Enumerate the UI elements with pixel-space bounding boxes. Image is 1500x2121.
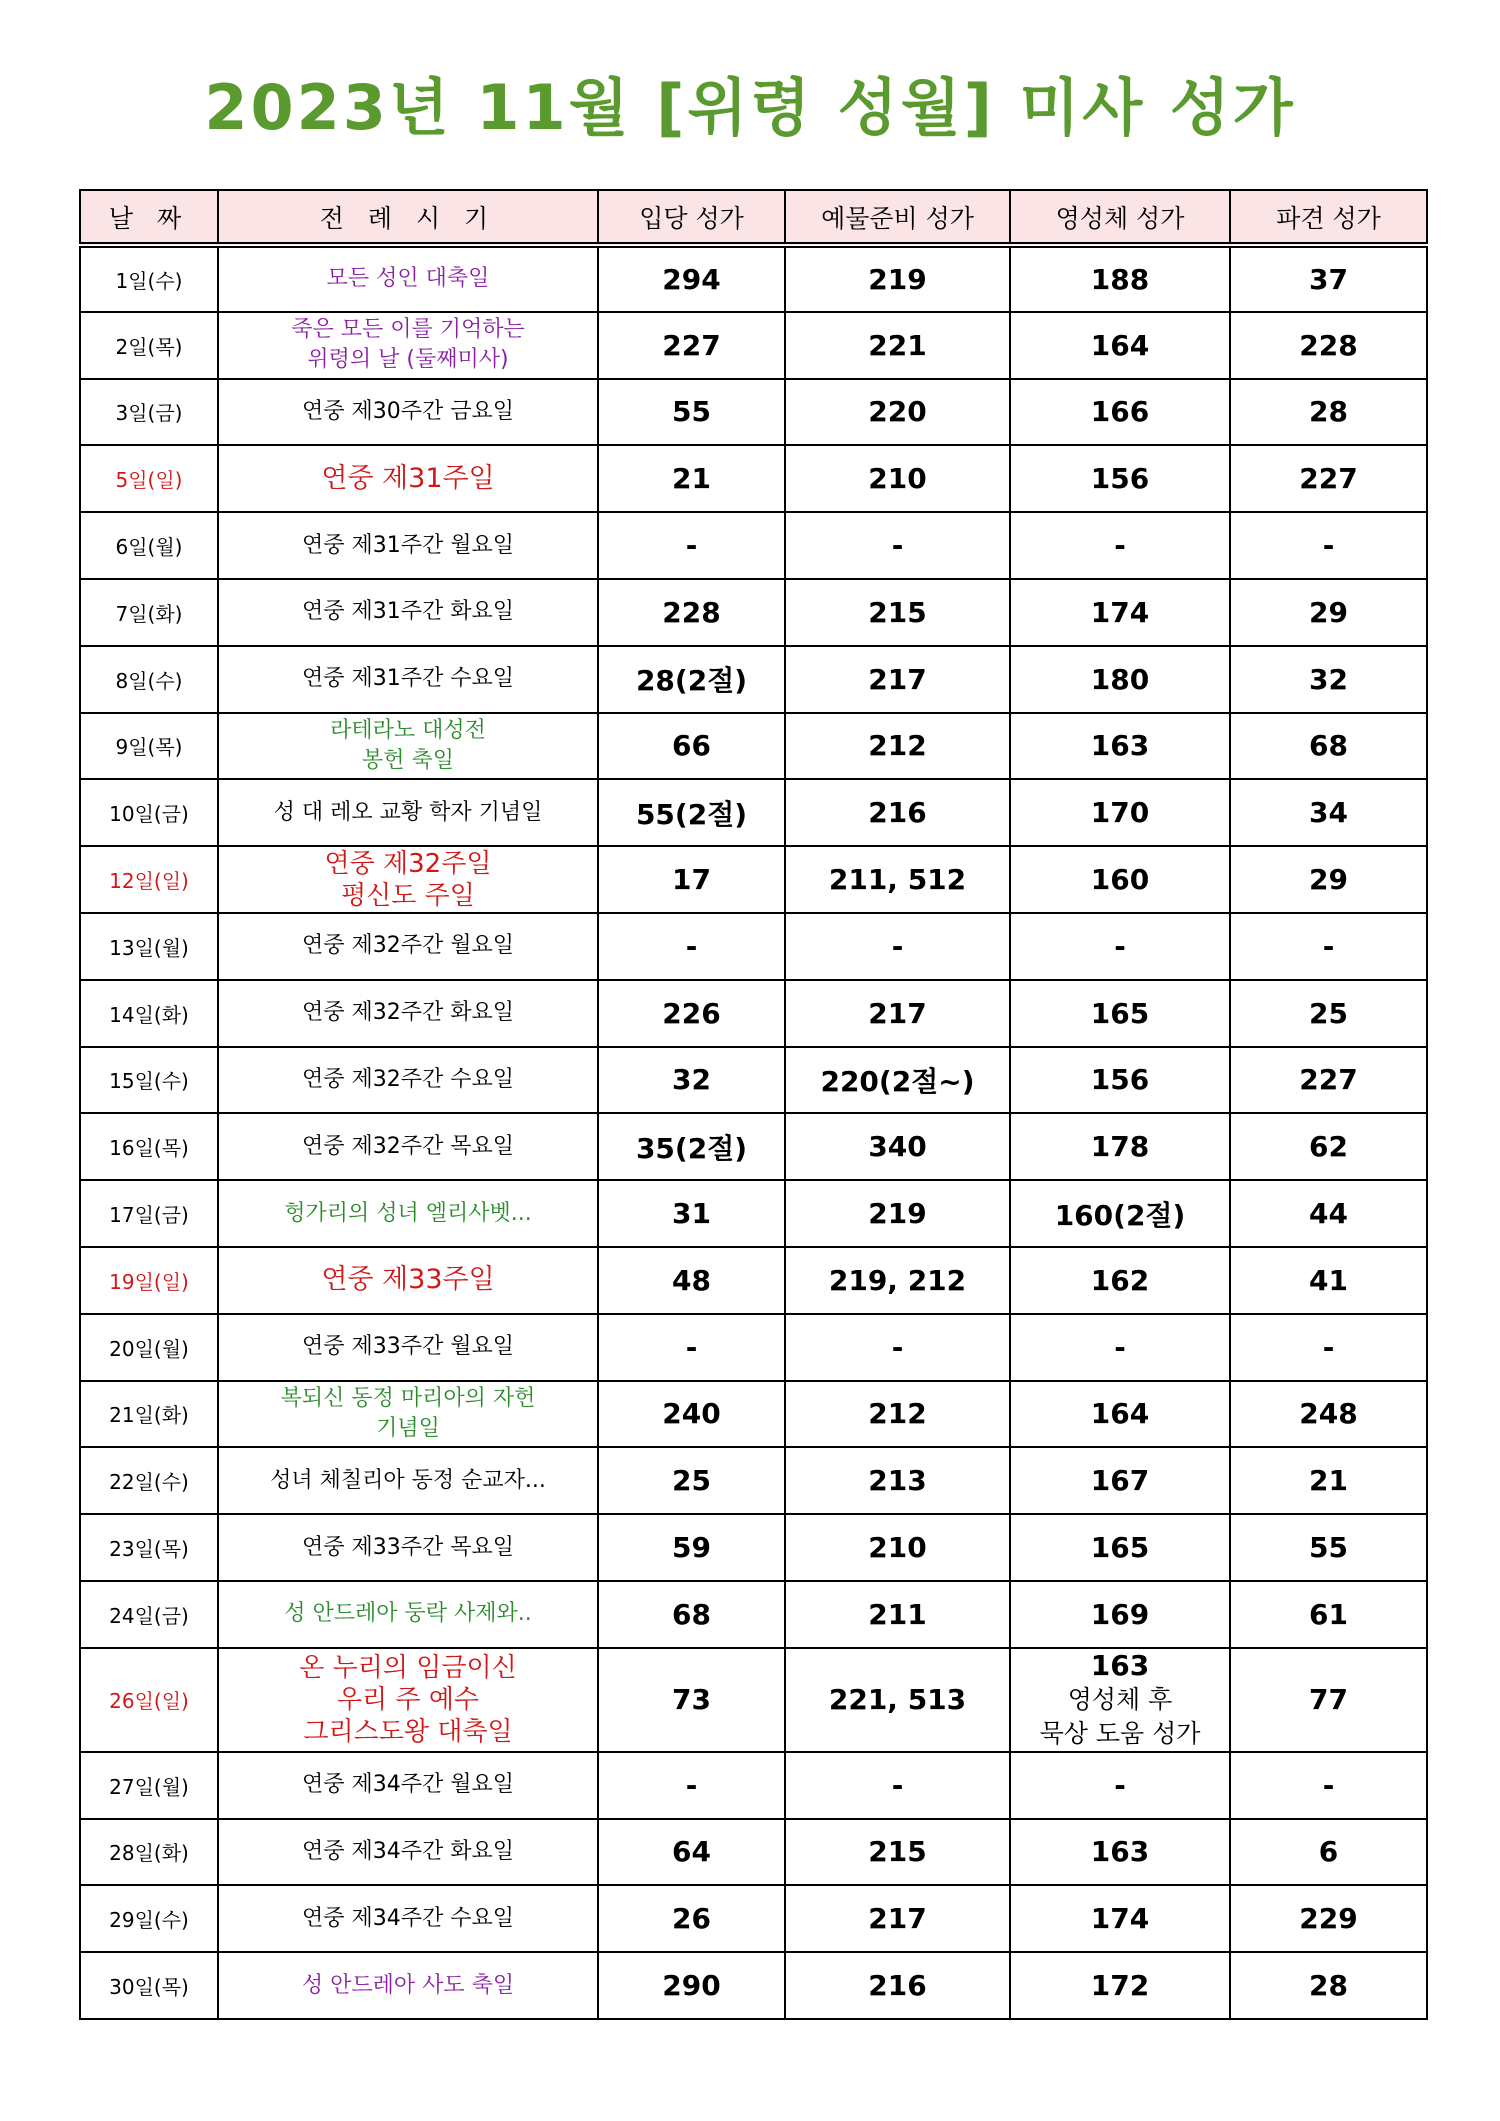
date-cell: 30일(목) [80, 1952, 218, 2019]
offertory-cell: 212 [785, 713, 1010, 780]
table-row [80, 646, 1427, 713]
occasion-cell [218, 1648, 598, 1752]
table-row [80, 913, 1427, 980]
communion-cell: 156 [1010, 445, 1230, 512]
occasion-cell [218, 980, 598, 1047]
communion-cell: 165 [1010, 1514, 1230, 1581]
offertory-cell: 221, 513 [785, 1648, 1010, 1752]
date-cell: 8일(수) [80, 646, 218, 713]
communion-number: 163 [1090, 1648, 1150, 1682]
entrance-cell: 48 [598, 1247, 785, 1314]
offertory-cell: 217 [785, 980, 1010, 1047]
occasion-cell [218, 779, 598, 846]
communion-cell [1010, 1648, 1230, 1752]
entrance-cell: 66 [598, 713, 785, 780]
occasion-cell [218, 1885, 598, 1952]
offertory-cell: 215 [785, 579, 1010, 646]
date-cell: 26일(일) [80, 1648, 218, 1752]
date-cell: 29일(수) [80, 1885, 218, 1952]
dismissal-cell: 37 [1230, 245, 1427, 312]
communion-cell: 166 [1010, 379, 1230, 446]
offertory-cell: 220 [785, 379, 1010, 446]
occasion-line: 헝가리의 성녀 엘리사벳... [284, 1200, 532, 1226]
occasion-line: 연중 제32주간 월요일 [302, 933, 514, 959]
offertory-cell: 216 [785, 779, 1010, 846]
communion-cell: 167 [1010, 1447, 1230, 1514]
occasion-cell [218, 1752, 598, 1819]
page-title: 2023년 11월 [위령 성월] 미사 성가 [204, 71, 1296, 144]
occasion-line: 연중 제30주간 금요일 [302, 398, 514, 424]
entrance-cell: 31 [598, 1180, 785, 1247]
header-communion: 영성체 성가 [1010, 190, 1230, 245]
date-cell: 16일(목) [80, 1113, 218, 1180]
occasion-line: 연중 제32주일 [324, 848, 492, 879]
entrance-cell: 227 [598, 312, 785, 379]
offertory-cell: 219 [785, 245, 1010, 312]
table-row [80, 1952, 1427, 2019]
dismissal-cell: 227 [1230, 445, 1427, 512]
entrance-cell: 28(2절) [598, 646, 785, 713]
header-row [80, 190, 1427, 245]
entrance-cell: 294 [598, 245, 785, 312]
occasion-line: 연중 제32주간 목요일 [302, 1133, 514, 1159]
entrance-cell: 26 [598, 1885, 785, 1952]
communion-cell: 163 [1010, 713, 1230, 780]
table-row [80, 245, 1427, 312]
dismissal-cell: 227 [1230, 1047, 1427, 1114]
occasion-cell [218, 245, 598, 312]
entrance-cell: 228 [598, 579, 785, 646]
table-row [80, 579, 1427, 646]
occasion-cell [218, 1314, 598, 1381]
occasion-line: 연중 제34주간 화요일 [302, 1838, 514, 1864]
date-cell: 20일(월) [80, 1314, 218, 1381]
entrance-cell: 55(2절) [598, 779, 785, 846]
header-entrance: 입당 성가 [598, 190, 785, 245]
occasion-cell [218, 512, 598, 579]
occasion-cell [218, 1514, 598, 1581]
dismissal-cell: - [1230, 913, 1427, 980]
occasion-line: 복되신 동정 마리아의 자헌 [280, 1385, 536, 1411]
entrance-cell: - [598, 913, 785, 980]
occasion-line: 연중 제33주간 목요일 [302, 1534, 514, 1560]
communion-cell: 169 [1010, 1581, 1230, 1648]
occasion-line: 연중 제31주일 [321, 462, 495, 494]
communion-cell: 156 [1010, 1047, 1230, 1114]
dismissal-cell: 61 [1230, 1581, 1427, 1648]
table-row [80, 1113, 1427, 1180]
offertory-cell: 220(2절~) [785, 1047, 1010, 1114]
table-row [80, 1314, 1427, 1381]
occasion-line: 연중 제34주간 월요일 [302, 1772, 514, 1798]
table-row [80, 980, 1427, 1047]
occasion-cell [218, 1381, 598, 1448]
table-row [80, 1381, 1427, 1448]
occasion-cell [218, 1247, 598, 1314]
date-cell: 1일(수) [80, 245, 218, 312]
occasion-line: 온 누리의 임금이신 [299, 1652, 517, 1683]
date-cell: 9일(목) [80, 713, 218, 780]
date-cell: 6일(월) [80, 512, 218, 579]
date-cell: 19일(일) [80, 1247, 218, 1314]
entrance-cell: 35(2절) [598, 1113, 785, 1180]
entrance-cell: 21 [598, 445, 785, 512]
dismissal-cell: 228 [1230, 312, 1427, 379]
date-cell: 5일(일) [80, 445, 218, 512]
table-row [80, 1247, 1427, 1314]
communion-cell: 160(2절) [1010, 1180, 1230, 1247]
table-row [80, 1514, 1427, 1581]
offertory-cell: - [785, 1314, 1010, 1381]
communion-cell: - [1010, 913, 1230, 980]
dismissal-cell: 68 [1230, 713, 1427, 780]
dismissal-cell: - [1230, 1314, 1427, 1381]
date-cell: 27일(월) [80, 1752, 218, 1819]
offertory-cell: 219 [785, 1180, 1010, 1247]
occasion-line: 라테라노 대성전 [330, 717, 486, 743]
table-row [80, 512, 1427, 579]
header-dismissal: 파견 성가 [1230, 190, 1427, 245]
occasion-line: 연중 제33주간 월요일 [302, 1334, 514, 1360]
communion-cell: 178 [1010, 1113, 1230, 1180]
occasion-cell [218, 713, 598, 780]
offertory-cell: 221 [785, 312, 1010, 379]
dismissal-cell: 25 [1230, 980, 1427, 1047]
occasion-line: 성 안드레아 둥락 사제와.. [284, 1601, 532, 1627]
table-row [80, 1819, 1427, 1886]
entrance-cell: 290 [598, 1952, 785, 2019]
occasion-line: 연중 제33주일 [321, 1264, 495, 1296]
date-cell: 15일(수) [80, 1047, 218, 1114]
occasion-line: 기념일 [376, 1415, 440, 1441]
offertory-cell: - [785, 512, 1010, 579]
occasion-line: 연중 제34주간 수요일 [302, 1905, 514, 1931]
dismissal-cell: 28 [1230, 1952, 1427, 2019]
date-cell: 3일(금) [80, 379, 218, 446]
occasion-cell [218, 579, 598, 646]
offertory-cell: 210 [785, 445, 1010, 512]
dismissal-cell: 55 [1230, 1514, 1427, 1581]
occasion-cell [218, 1581, 598, 1648]
offertory-cell: 340 [785, 1113, 1010, 1180]
dismissal-cell: 28 [1230, 379, 1427, 446]
occasion-line: 성 대 레오 교황 학자 기념일 [273, 799, 543, 825]
entrance-cell: 240 [598, 1381, 785, 1448]
occasion-line: 죽은 모든 이를 기억하는 [291, 317, 525, 343]
date-cell: 23일(목) [80, 1514, 218, 1581]
entrance-cell: - [598, 1314, 785, 1381]
offertory-cell: - [785, 913, 1010, 980]
dismissal-cell: 44 [1230, 1180, 1427, 1247]
table-row [80, 312, 1427, 379]
entrance-cell: 25 [598, 1447, 785, 1514]
offertory-cell: 216 [785, 1952, 1010, 2019]
entrance-cell: 73 [598, 1648, 785, 1752]
dismissal-cell: 34 [1230, 779, 1427, 846]
communion-cell: 165 [1010, 980, 1230, 1047]
date-cell: 21일(화) [80, 1381, 218, 1448]
entrance-cell: 68 [598, 1581, 785, 1648]
hymn-schedule-table [79, 189, 1428, 2020]
entrance-cell: 226 [598, 980, 785, 1047]
communion-cell: - [1010, 512, 1230, 579]
occasion-line: 봉헌 축일 [361, 747, 454, 773]
table-row [80, 713, 1427, 780]
date-cell: 24일(금) [80, 1581, 218, 1648]
dismissal-cell: - [1230, 512, 1427, 579]
table-body [80, 245, 1427, 2019]
communion-cell: 174 [1010, 1885, 1230, 1952]
dismissal-cell: 21 [1230, 1447, 1427, 1514]
occasion-line: 모든 성인 대축일 [326, 266, 490, 292]
table-row [80, 1885, 1427, 1952]
offertory-cell: 213 [785, 1447, 1010, 1514]
table-row [80, 379, 1427, 446]
date-cell: 10일(금) [80, 779, 218, 846]
occasion-cell [218, 1819, 598, 1886]
communion-cell: 164 [1010, 1381, 1230, 1448]
dismissal-cell: 62 [1230, 1113, 1427, 1180]
offertory-cell: 217 [785, 646, 1010, 713]
table-row [80, 1047, 1427, 1114]
occasion-cell [218, 1047, 598, 1114]
date-cell: 7일(화) [80, 579, 218, 646]
table-row [80, 1581, 1427, 1648]
date-cell: 12일(일) [80, 846, 218, 913]
occasion-line: 우리 주 예수 [336, 1684, 480, 1715]
occasion-cell [218, 1113, 598, 1180]
occasion-line: 연중 제31주간 수요일 [302, 666, 514, 692]
table-row [80, 779, 1427, 846]
communion-cell: 162 [1010, 1247, 1230, 1314]
table-row [80, 846, 1427, 913]
occasion-line: 성녀 체칠리아 동정 순교자... [270, 1467, 546, 1493]
dismissal-cell: 248 [1230, 1381, 1427, 1448]
occasion-line: 위령의 날 (둘째미사) [307, 347, 509, 373]
communion-cell: 160 [1010, 846, 1230, 913]
communion-cell: 163 [1010, 1819, 1230, 1886]
dismissal-cell: 6 [1230, 1819, 1427, 1886]
table-row [80, 445, 1427, 512]
offertory-cell: 217 [785, 1885, 1010, 1952]
occasion-line: 그리스도왕 대축일 [303, 1716, 513, 1747]
date-cell: 13일(월) [80, 913, 218, 980]
table-row [80, 1447, 1427, 1514]
dismissal-cell: - [1230, 1752, 1427, 1819]
date-cell: 28일(화) [80, 1819, 218, 1886]
offertory-cell: 219, 212 [785, 1247, 1010, 1314]
occasion-line: 연중 제31주간 화요일 [302, 599, 514, 625]
communion-cell: 188 [1010, 245, 1230, 312]
header-offertory: 예물준비 성가 [785, 190, 1010, 245]
offertory-cell: 215 [785, 1819, 1010, 1886]
communion-cell: 170 [1010, 779, 1230, 846]
header-date: 날 짜 [80, 190, 218, 245]
offertory-cell: 210 [785, 1514, 1010, 1581]
dismissal-cell: 32 [1230, 646, 1427, 713]
occasion-line: 연중 제32주간 수요일 [302, 1066, 514, 1092]
occasion-cell [218, 846, 598, 913]
dismissal-cell: 29 [1230, 846, 1427, 913]
date-cell: 2일(목) [80, 312, 218, 379]
communion-cell: - [1010, 1314, 1230, 1381]
occasion-cell [218, 1180, 598, 1247]
entrance-cell: 32 [598, 1047, 785, 1114]
occasion-cell [218, 445, 598, 512]
date-cell: 14일(화) [80, 980, 218, 1047]
date-cell: 17일(금) [80, 1180, 218, 1247]
occasion-cell [218, 379, 598, 446]
occasion-line: 성 안드레아 사도 축일 [301, 1972, 515, 1998]
entrance-cell: 64 [598, 1819, 785, 1886]
communion-cell: - [1010, 1752, 1230, 1819]
occasion-cell [218, 312, 598, 379]
table-row [80, 1752, 1427, 1819]
table-row [80, 1648, 1427, 1752]
dismissal-cell: 77 [1230, 1648, 1427, 1752]
offertory-cell: 211 [785, 1581, 1010, 1648]
occasion-cell [218, 913, 598, 980]
occasion-cell [218, 646, 598, 713]
dismissal-cell: 229 [1230, 1885, 1427, 1952]
dismissal-cell: 41 [1230, 1247, 1427, 1314]
dismissal-cell: 29 [1230, 579, 1427, 646]
communion-cell: 172 [1010, 1952, 1230, 2019]
communion-cell: 180 [1010, 646, 1230, 713]
occasion-cell [218, 1447, 598, 1514]
occasion-line: 연중 제32주간 화요일 [302, 1000, 514, 1026]
entrance-cell: 17 [598, 846, 785, 913]
offertory-cell: 212 [785, 1381, 1010, 1448]
occasion-line: 평신도 주일 [341, 880, 475, 911]
offertory-cell: 211, 512 [785, 846, 1010, 913]
occasion-cell [218, 1952, 598, 2019]
entrance-cell: 59 [598, 1514, 785, 1581]
offertory-cell: - [785, 1752, 1010, 1819]
entrance-cell: 55 [598, 379, 785, 446]
communion-cell: 174 [1010, 579, 1230, 646]
table-row [80, 1180, 1427, 1247]
entrance-cell: - [598, 512, 785, 579]
occasion-line: 연중 제31주간 월요일 [302, 532, 514, 558]
communion-note: 영성체 후 [1067, 1684, 1173, 1714]
communion-cell: 164 [1010, 312, 1230, 379]
date-cell: 22일(수) [80, 1447, 218, 1514]
communion-note: 묵상 도움 성가 [1039, 1718, 1201, 1748]
entrance-cell: - [598, 1752, 785, 1819]
header-occasion: 전 례 시 기 [218, 190, 598, 245]
